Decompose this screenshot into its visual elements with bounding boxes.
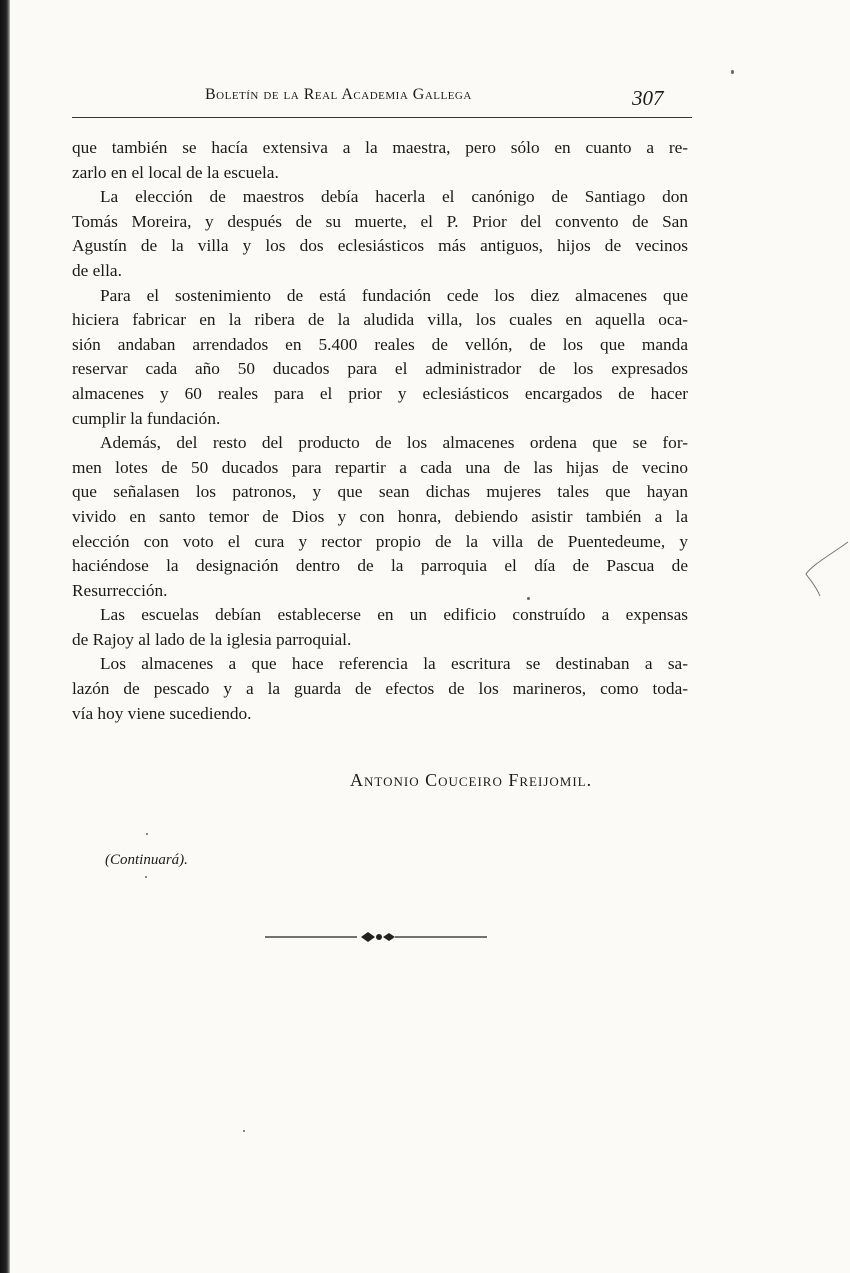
body-line: reservar cada año 50 ducados para el administrador de los expresados [72,359,688,379]
body-line: Agustín de la villa y los dos eclesiásticos más antiguos, hijos de vecinos [72,236,688,256]
body-line: elección con voto el cura y rector propio de la villa de Puentedeume, y [72,531,688,551]
body-line: Las escuelas debían establecerse en un edificio construído a expensas [100,605,688,625]
body-line: sión andaban arrendados en 5.400 reales de vellón, de los que manda [72,334,688,354]
margin-pencil-mark [800,540,850,600]
section-end-ornament [265,927,487,947]
body-line: men lotes de 50 ducados para repartir a cada una de las hijas de vecino [72,457,688,477]
body-line: Los almacenes a que hace referencia la escritura se destinaban a sa- [100,654,688,674]
body-line: vía hoy viene sucediendo. [72,703,252,723]
article-body [72,136,688,726]
body-line: Además, del resto del producto de los almacenes ordena que se for- [100,433,688,453]
body-line: Para el sostenimiento de está fundación cede los diez almacenes que [100,285,688,305]
body-line: de ella. [72,260,122,280]
body-line: que también se hacía extensiva a la maestra, pero sólo en cuanto a re- [72,138,688,157]
paper-speck [527,597,530,600]
binding-edge [0,0,10,1273]
body-line: de Rajoy al lado de la iglesia parroquial. [72,629,352,649]
body-line: almacenes y 60 reales para el prior y eclesiásticos encargados de hacer [72,383,688,403]
paper-speck [243,1130,245,1132]
paper-speck [146,833,148,835]
body-line: La elección de maestros debía hacerla el canónigo de Santiago don [100,187,688,207]
body-line: haciéndose la designación dentro de la parroquia el día de Pascua de [72,556,688,576]
paper-speck [145,876,147,878]
paper-speck [731,70,734,74]
body-line: cumplir la fundación. [72,408,221,428]
header-rule [72,117,692,118]
running-title: Boletín de la Real Academia Gallega [205,86,472,103]
body-line: vivido en santo temor de Dios y con honra, debiendo asistir también a la [72,506,688,526]
page-number: 307 [632,86,664,110]
body-line: Resurrección. [72,580,168,600]
body-line: que señalasen los patronos, y que sean dichas mujeres tales que hayan [72,482,688,502]
author-signature: Antonio Couceiro Freijomil. [350,770,593,790]
body-line: zarlo en el local de la escuela. [72,162,279,182]
body-line: lazón de pescado y a la guarda de efectos de los marineros, como toda- [72,679,688,699]
continuation-note: (Continuará). [105,852,188,868]
body-line: Tomás Moreira, y después de su muerte, el P. Prior del convento de San [72,211,688,231]
body-line: hiciera fabricar en la ribera de la aludida villa, los cuales en aquella oca- [72,310,688,330]
